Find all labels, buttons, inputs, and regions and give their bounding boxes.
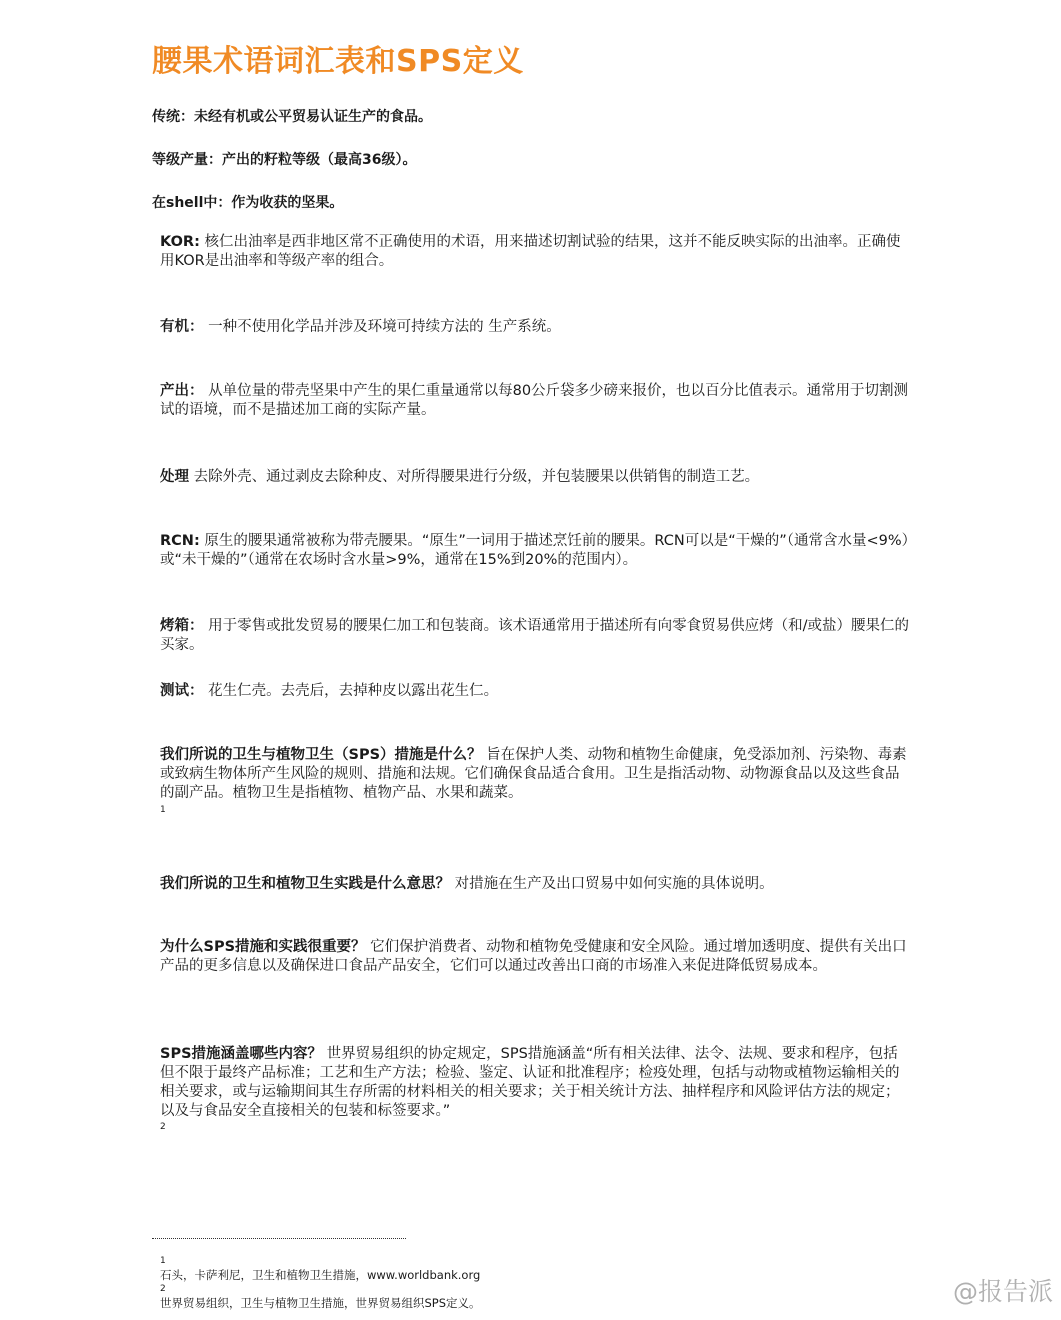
entry-text: 对措施在生产及出口贸易中如何实施的具体说明。 xyxy=(454,876,774,892)
entry-term: 测试： xyxy=(160,683,204,699)
entry-text: 一种不使用化学品并涉及环境可持续方法的 生产系统。 xyxy=(208,319,561,335)
entry-text: 用于零售或批发贸易的腰果仁加工和包装商。该术语通常用于描述所有向零食贸易供应烤（和/或盐）腰果仁的买家。 xyxy=(160,618,909,653)
entry-text: 它们保护消费者、动物和植物免受健康和安全风险。通过增加透明度、提供有关出口产品的更多信息以及确保进口食品产品安全，它们可以通过改善出口商的市场准入来促进降低贸易成本。 xyxy=(160,939,907,974)
definition-grade-yield: 等级产量：产出的籽粒等级（最高36级）。 xyxy=(152,152,417,168)
entry-output xyxy=(160,382,912,420)
entry-term: RCN: xyxy=(160,533,200,549)
entry-rcn xyxy=(160,532,912,570)
footnote-ref-2: 2 xyxy=(160,1122,166,1132)
entry-text: 核仁出油率是西非地区常不正确使用的术语，用来描述切割试验的结果，这并不能反映实际的出油率。正确使用KOR是出油率和等级产率的组合。 xyxy=(160,234,901,269)
footnote-text: 石头，卡萨利尼，卫生和植物卫生措施，www.worldbank.org xyxy=(160,1268,481,1282)
entry-sps-practice xyxy=(160,875,912,894)
entry-term: KOR: xyxy=(160,234,200,250)
entry-text: 世界贸易组织的协定规定，SPS措施涵盖“所有相关法律、法令、法规、要求和程序，包括但不限于最终产品标准；工艺和生产方法；检验、鉴定、认证和批准程序；检疫处理，包括与动物或植物运输相关的相关要求，或与运输期间其生存所需的材料相关的相关要求；关于相关统计方法、抽样程序和风险评估方法的规定；以及与食品安全直接相关的包装和标签要求。” xyxy=(160,1046,900,1119)
entry-kor xyxy=(160,233,912,271)
entry-text: 旨在保护人类、动物和植物生命健康，免受添加剂、污染物、毒素或致病生物体所产生风险的规则、措施和法规。它们确保食品适合食用。卫生是指活动物、动物源食品以及这些食品的副产品。植物卫生是指植物、植物产品、水果和蔬菜。 xyxy=(160,747,907,801)
footnote-ref-1: 1 xyxy=(160,805,166,815)
entry-organic xyxy=(160,318,912,337)
entry-text: 原生的腰果通常被称为带壳腰果。“原生”一词用于描述烹饪前的腰果。RCN可以是“干燥的”（通常含水量<9%）或“未干燥的”（通常在农场时含水量>9%，通常在15%到20%的范围内）。 xyxy=(160,533,909,568)
entry-text: 花生仁壳。去壳后，去掉种皮以露出花生仁。 xyxy=(208,683,499,699)
entry-sps-what xyxy=(160,746,912,803)
entry-text: 去除外壳、通过剥皮去除种皮、对所得腰果进行分级，并包装腰果以供销售的制造工艺。 xyxy=(193,469,760,485)
entry-term: 我们所说的卫生与植物卫生（SPS）措施是什么？ xyxy=(160,747,482,763)
footnote-text: 世界贸易组织，卫生与植物卫生措施，世界贸易组织SPS定义。 xyxy=(160,1296,481,1310)
entry-term: SPS措施涵盖哪些内容？ xyxy=(160,1046,323,1062)
entry-term: 有机： xyxy=(160,319,204,335)
entry-term: 为什么SPS措施和实践很重要？ xyxy=(160,939,366,955)
entry-text: 从单位量的带壳坚果中产生的果仁重量通常以每80公斤袋多少磅来报价，也以百分比值表示。通常用于切割测试的语境，而不是描述加工商的实际产量。 xyxy=(160,383,909,418)
entry-term: 烤箱： xyxy=(160,618,204,634)
entry-processing xyxy=(160,468,912,487)
definition-in-shell: 在shell中：作为收获的坚果。 xyxy=(152,195,344,211)
entry-term: 处理 xyxy=(160,469,189,485)
entry-sps-cover xyxy=(160,1045,912,1121)
entry-term: 我们所说的卫生和植物卫生实践是什么意思？ xyxy=(160,876,450,892)
footnote-number: 1 xyxy=(160,1256,166,1266)
watermark: @报告派 xyxy=(952,1277,1053,1306)
definition-conventional: 传统：未经有机或公平贸易认证生产的食品。 xyxy=(152,109,432,125)
footnote-number: 2 xyxy=(160,1284,166,1294)
footnote-separator xyxy=(152,1238,406,1239)
page-title: 腰果术语词汇表和SPS定义 xyxy=(152,44,524,79)
entry-test xyxy=(160,682,912,701)
entry-term: 产出： xyxy=(160,383,204,399)
entry-sps-why xyxy=(160,938,912,976)
entry-roaster xyxy=(160,617,912,655)
